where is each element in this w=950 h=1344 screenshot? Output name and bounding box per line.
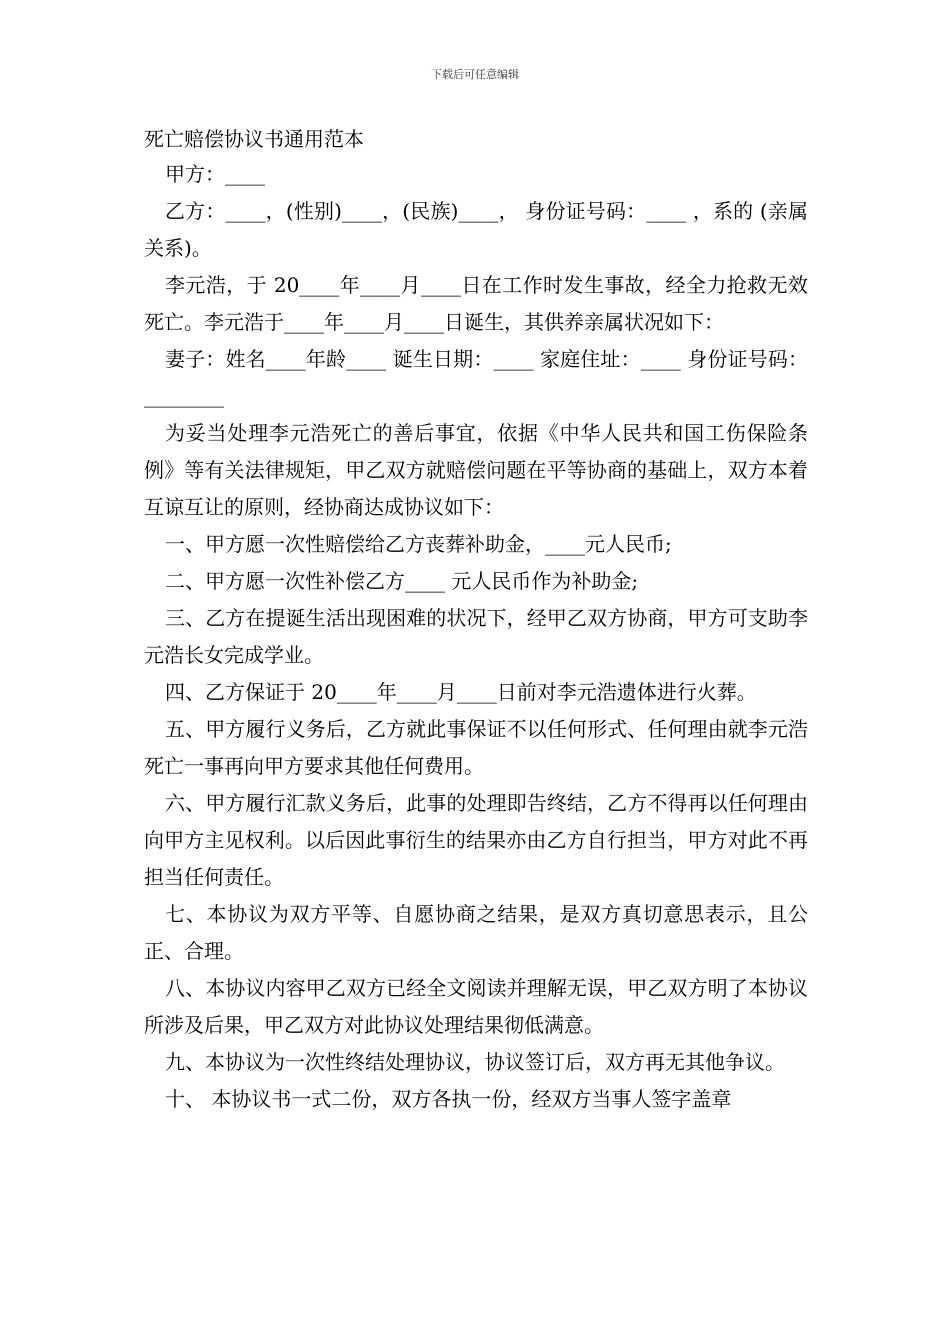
- clause-10: 十、 本协议书一式二份，双方各执一份，经双方当事人签字盖章: [165, 1087, 732, 1111]
- paragraph-party-b: 乙方：____，(性别)____，(民族)____， 身份证号码：____ ，系的 (亲属关系)。: [144, 199, 808, 260]
- page-header-note: 下载后可任意编辑: [431, 68, 519, 81]
- clause-7: 七、本协议为双方平等、自愿协商之结果，是双方真切意思表示，且公正、合理。: [144, 902, 808, 963]
- document-body: [144, 122, 808, 1118]
- paragraph-preamble: 为妥当处理李元浩死亡的善后事宜，依据《中华人民共和国工伤保险条例》等有关法律规矩，甲乙双方就赔偿问题在平等协商的基础上，双方本着互谅互让的原则，经协商达成协议如下：: [144, 421, 808, 519]
- paragraph-incident: 李元浩，于 20____年____月____日在工作时发生事故，经全力抢救无效死亡。李元浩于____年____月____日诞生，其供养亲属状况如下：: [144, 273, 808, 334]
- paragraph-spouse-info: 妻子：姓名____年龄____ 诞生日期：____ 家庭住址：____ 身份证号码：________: [144, 347, 808, 408]
- clause-6: 六、甲方履行汇款义务后，此事的处理即告终结，乙方不得再以任何理由向甲方主见权利。以后因此事衍生的结果亦由乙方自行担当，甲方对此不再担当任何责任。: [144, 791, 808, 889]
- clause-8: 八、本协议内容甲乙双方已经全文阅读并理解无误，甲乙双方明了本协议所涉及后果，甲乙双方对此协议处理结果彻低满意。: [144, 976, 808, 1037]
- clause-9: 九、本协议为一次性终结处理协议，协议签订后，双方再无其他争议。: [165, 1050, 785, 1074]
- clause-1: 一、甲方愿一次性赔偿给乙方丧葬补助金，____元人民币;: [165, 532, 672, 556]
- clause-3: 三、乙方在提诞生活出现困难的状况下，经甲乙双方协商，甲方可支助李元浩长女完成学业。: [144, 606, 808, 667]
- document-title: 死亡赔偿协议书通用范本: [144, 127, 364, 151]
- clause-4: 四、乙方保证于 20____年____月____日前对李元浩遗体进行火葬。: [165, 680, 757, 704]
- clause-5: 五、甲方履行义务后，乙方就此事保证不以任何形式、任何理由就李元浩死亡一事再向甲方要求其他任何费用。: [144, 717, 808, 778]
- clause-2: 二、甲方愿一次性补偿乙方____ 元人民币作为补助金;: [165, 569, 639, 593]
- paragraph-party-a: 甲方：____: [165, 162, 265, 186]
